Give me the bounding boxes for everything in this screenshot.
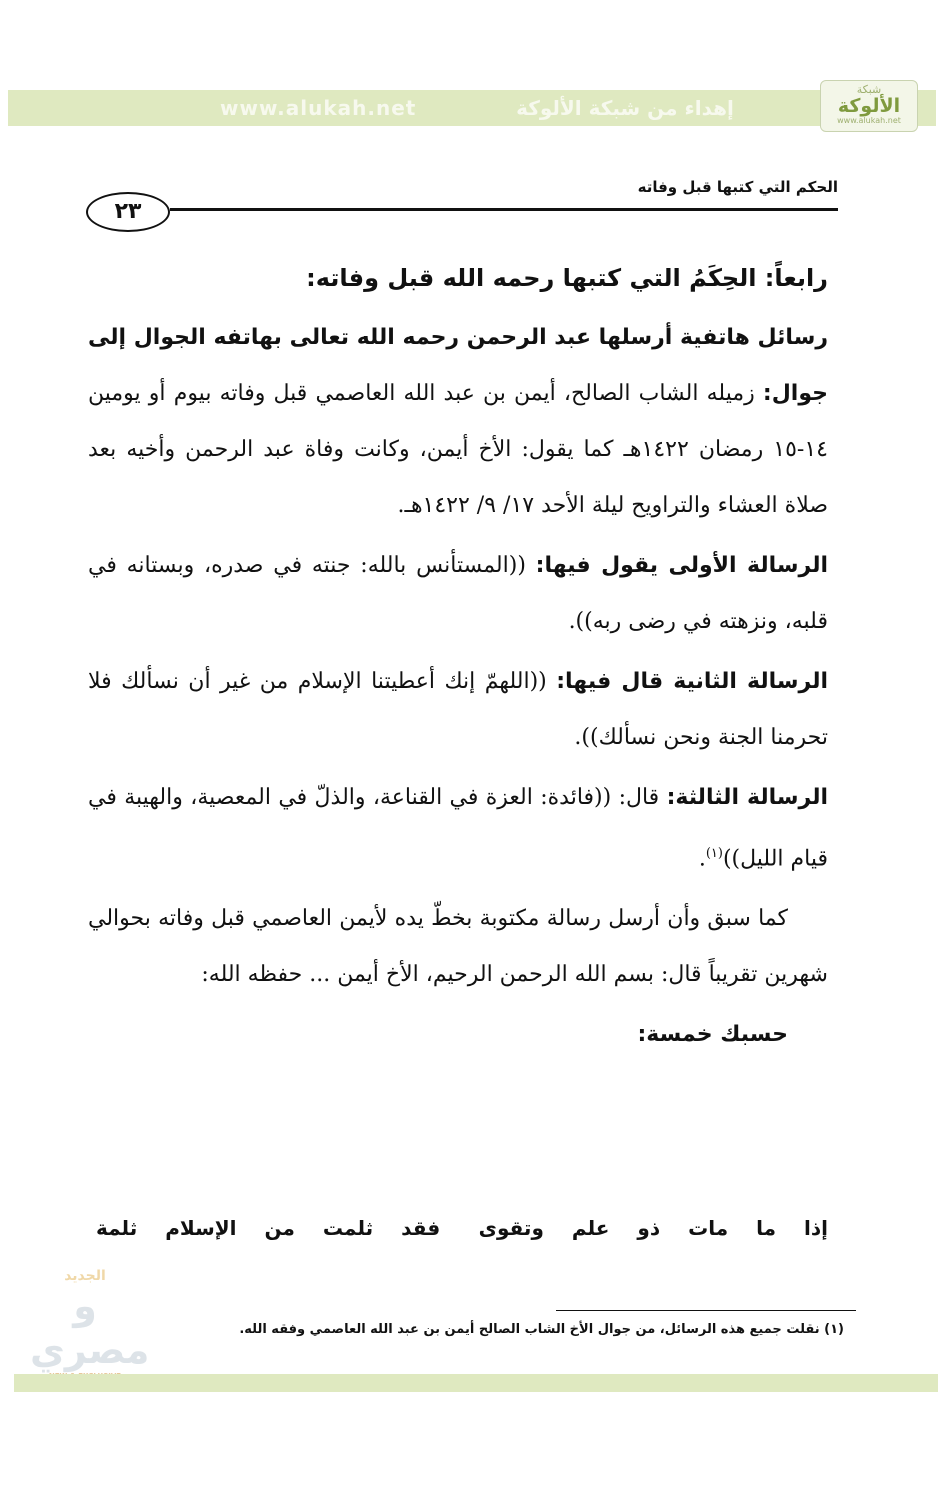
poem-word: مات — [688, 1216, 729, 1240]
poem-word: ثلمت — [322, 1216, 374, 1240]
poem-word: وتقوى — [478, 1216, 544, 1240]
message-3-text: قال: ((فائدة: العزة في القناعة، والذلّ في المعصية، والهيبة في قيام الليل)) — [88, 785, 828, 872]
banner-gift-text: إهداء من شبكة الألوكة — [516, 96, 734, 120]
intro-text: زميله الشاب الصالح، أيمن بن عبد الله العاصمي قبل وفاته بيوم أو يومين ١٤-١٥ رمضان ١٤٢٢هـ كما يقول: الأخ أيمن، وكانت وفاة عبد الرحمن وأخيه بعد صلاة العشاء والتراويح ليلة الأحد ١٧/ ٩/ ١٤٢٢هـ. — [88, 381, 828, 518]
header-rule — [170, 208, 838, 211]
poem-word: إذا — [804, 1216, 828, 1240]
bottom-bar — [14, 1374, 938, 1392]
logo-name: الألوكة — [837, 95, 901, 117]
logo-top-text: شبكة — [856, 83, 882, 96]
message-3 — [88, 770, 828, 887]
banner-url[interactable]: www.alukah.net — [220, 96, 417, 120]
watermark-top: الجديد — [64, 1268, 106, 1284]
message-3-end: . — [698, 846, 706, 872]
message-2 — [88, 654, 828, 766]
subheading: حسبك خمسة: — [637, 1022, 788, 1048]
page-number: ٢٣ — [86, 192, 170, 232]
top-banner — [8, 90, 936, 126]
hemistich-1 — [479, 1216, 828, 1240]
alukah-logo[interactable] — [820, 80, 918, 132]
main-content — [88, 250, 828, 1067]
watermark-logo — [30, 1268, 150, 1372]
poem-word: الإسلام — [165, 1216, 237, 1240]
intro-bold: رسائل هاتفية أرسلها عبد الرحمن رحمه الله تعالى بهاتفه الجوال إلى جوال: — [87, 325, 828, 406]
poem-word: علم — [571, 1216, 610, 1240]
poem-word: ذو — [637, 1216, 661, 1240]
hemistich-2 — [96, 1216, 440, 1240]
footnote-rule — [556, 1310, 856, 1311]
poem-word: ما — [756, 1216, 777, 1240]
poem-word: فقد — [401, 1216, 441, 1240]
message-3-label: الرسالة الثالثة: — [666, 785, 828, 810]
poem-word: من — [264, 1216, 295, 1240]
logo-url: www.alukah.net — [837, 116, 901, 125]
footnote-ref[interactable]: (١) — [705, 846, 723, 861]
message-1-label: الرسالة الأولى يقول فيها: — [535, 553, 828, 578]
letter-paragraph: كما سبق وأن أرسل رسالة مكتوبة بخطّ يده لأيمن العاصمي قبل وفاته بحوالي شهرين تقريباً قال: بسم الله الرحمن الرحيم، الأخ أيمن ... حفظه الله: — [88, 906, 828, 988]
footnote: (١) نقلت جميع هذه الرسائل، من جوال الأخ الشاب الصالح أيمن بن عبد الله العاصمي وفقه الله. — [239, 1322, 844, 1337]
message-1-text: ((المستأنس بالله: جنته في صدره، وبستانه في قلبه، ونزهته في رضى ربه)). — [88, 553, 828, 634]
watermark-main: و مصري — [30, 1284, 150, 1372]
section-heading: رابعاً: الحِكَمُ التي كتبها رحمه الله قبل وفاته: — [306, 264, 828, 292]
running-header-title: الحكم التي كتبها قبل وفاته — [637, 178, 838, 196]
message-2-text: ((اللهمّ إنك أعطيتنا الإسلام من غير أن نسألك فلا تحرمنا الجنة ونحن نسألك)). — [88, 669, 828, 750]
poem-verse — [96, 1216, 828, 1240]
message-1 — [88, 538, 828, 650]
intro-paragraph — [88, 310, 828, 534]
poem-word: ثلمة — [96, 1216, 138, 1240]
message-2-label: الرسالة الثانية قال فيها: — [556, 669, 828, 694]
